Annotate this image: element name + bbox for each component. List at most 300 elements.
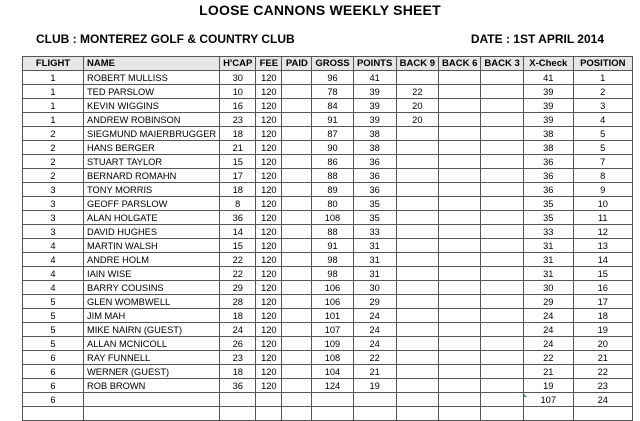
cell-fee: 120 [256, 351, 282, 365]
cell-name [84, 393, 220, 407]
cell-hcap: 23 [220, 351, 256, 365]
cell-position: 3 [573, 99, 632, 113]
cell-back3 [481, 99, 523, 113]
cell-back9 [396, 281, 438, 295]
cell-fee: 120 [256, 281, 282, 295]
cell-back9 [396, 169, 438, 183]
cell-paid [282, 113, 312, 127]
cell-flight: 3 [23, 211, 84, 225]
table-row [23, 71, 633, 85]
cell-position: 10 [573, 197, 632, 211]
cell-hcap: 30 [220, 71, 256, 85]
cell-hcap: 18 [220, 127, 256, 141]
cell-back9 [396, 253, 438, 267]
cell-fee: 120 [256, 225, 282, 239]
cell-fee: 120 [256, 309, 282, 323]
cell-paid [282, 239, 312, 253]
cell-paid [282, 379, 312, 393]
cell-fee: 120 [256, 365, 282, 379]
cell-name: ALAN HOLGATE [84, 211, 220, 225]
cell-xcheck: 31 [523, 253, 573, 267]
cell-hcap: 14 [220, 225, 256, 239]
cell-xcheck: 36 [523, 183, 573, 197]
cell-gross: 104 [312, 365, 353, 379]
cell-xcheck: 21 [523, 365, 573, 379]
cell-flight: 4 [23, 281, 84, 295]
cell-name: TED PARSLOW [84, 85, 220, 99]
cell-paid [282, 365, 312, 379]
cell-back9 [396, 71, 438, 85]
cell-back6 [439, 85, 481, 99]
cell-fee: 120 [256, 155, 282, 169]
cell-back3 [481, 351, 523, 365]
cell-paid [282, 85, 312, 99]
cell-back3 [481, 225, 523, 239]
cell-back9 [396, 127, 438, 141]
table-row [23, 253, 633, 267]
cell-back6 [439, 141, 481, 155]
cell-position: 8 [573, 169, 632, 183]
cell-back9: 22 [396, 85, 438, 99]
cell-position: 14 [573, 253, 632, 267]
cell-flight: 5 [23, 309, 84, 323]
cell-xcheck: 36 [523, 155, 573, 169]
cell-hcap: 22 [220, 267, 256, 281]
cell-paid [282, 323, 312, 337]
cell-back3 [481, 127, 523, 141]
cell-back9 [396, 393, 438, 407]
cell-flight: 3 [23, 197, 84, 211]
cell-points: 35 [353, 197, 396, 211]
cell-hcap: 8 [220, 197, 256, 211]
cell-back9 [396, 211, 438, 225]
cell-back3 [481, 379, 523, 393]
cell-name: GLEN WOMBWELL [84, 295, 220, 309]
cell-gross: 87 [312, 127, 353, 141]
cell-back3 [481, 183, 523, 197]
cell-name: SIEGMUND MAIERBRUGGER [84, 127, 220, 141]
cell-back6 [439, 323, 481, 337]
cell-back9 [396, 239, 438, 253]
cell-back6 [439, 183, 481, 197]
col-header-back6: BACK 6 [439, 57, 481, 71]
cell-flight: 6 [23, 393, 84, 407]
cell-hcap: 26 [220, 337, 256, 351]
cell-xcheck: 22 [523, 351, 573, 365]
cell-back6 [439, 379, 481, 393]
cell-back6 [439, 253, 481, 267]
cell-xcheck: 36 [523, 169, 573, 183]
cell-back3 [481, 71, 523, 85]
cell-name: GEOFF PARSLOW [84, 197, 220, 211]
cell-flight: 1 [23, 85, 84, 99]
cell-back6 [439, 211, 481, 225]
cell-hcap: 18 [220, 183, 256, 197]
cell-flight: 3 [23, 225, 84, 239]
cell-back6 [439, 239, 481, 253]
cell-position: 7 [573, 155, 632, 169]
cell-gross: 107 [312, 323, 353, 337]
cell-gross: 109 [312, 337, 353, 351]
cell-gross [312, 407, 353, 421]
cell-name: TONY MORRIS [84, 183, 220, 197]
cell-points: 33 [353, 225, 396, 239]
cell-name: KEVIN WIGGINS [84, 99, 220, 113]
cell-back9: 20 [396, 99, 438, 113]
col-header-paid: PAID [282, 57, 312, 71]
cell-gross: 91 [312, 113, 353, 127]
cell-xcheck: 19 [523, 379, 573, 393]
cell-hcap: 15 [220, 239, 256, 253]
table-row [23, 197, 633, 211]
cell-gross: 78 [312, 85, 353, 99]
cell-back3 [481, 239, 523, 253]
cell-points: 21 [353, 365, 396, 379]
cell-fee: 120 [256, 197, 282, 211]
cell-flight: 1 [23, 113, 84, 127]
cell-fee: 120 [256, 239, 282, 253]
cell-name: ANDREW ROBINSON [84, 113, 220, 127]
cell-position: 11 [573, 211, 632, 225]
cell-position: 5 [573, 141, 632, 155]
cell-paid [282, 155, 312, 169]
cell-gross: 80 [312, 197, 353, 211]
cell-xcheck [523, 407, 573, 421]
table-row [23, 295, 633, 309]
cell-back9 [396, 337, 438, 351]
cell-back3 [481, 211, 523, 225]
cell-name [84, 407, 220, 421]
cell-xcheck: 38 [523, 127, 573, 141]
cell-xcheck: 33 [523, 225, 573, 239]
cell-fee: 120 [256, 253, 282, 267]
cell-fee: 120 [256, 337, 282, 351]
table-row [23, 407, 633, 421]
cell-back9: 20 [396, 113, 438, 127]
cell-gross: 84 [312, 99, 353, 113]
cell-gross: 106 [312, 295, 353, 309]
table-row [23, 113, 633, 127]
cell-name: MARTIN WALSH [84, 239, 220, 253]
cell-back6 [439, 337, 481, 351]
cell-paid [282, 183, 312, 197]
cell-back6 [439, 113, 481, 127]
cell-fee: 120 [256, 379, 282, 393]
cell-paid [282, 393, 312, 407]
table-row [23, 183, 633, 197]
cell-flight: 2 [23, 127, 84, 141]
cell-gross: 86 [312, 155, 353, 169]
col-header-points: POINTS [353, 57, 396, 71]
cell-back3 [481, 155, 523, 169]
cell-paid [282, 71, 312, 85]
cell-paid [282, 197, 312, 211]
cell-flight [23, 407, 84, 421]
cell-xcheck: 35 [523, 211, 573, 225]
cell-paid [282, 169, 312, 183]
cell-xcheck: 31 [523, 267, 573, 281]
header-row [23, 57, 633, 71]
cell-position: 16 [573, 281, 632, 295]
cell-position: 9 [573, 183, 632, 197]
cell-position: 15 [573, 267, 632, 281]
cell-back6 [439, 155, 481, 169]
cell-hcap [220, 393, 256, 407]
table-row [23, 379, 633, 393]
cell-points: 38 [353, 141, 396, 155]
cell-fee: 120 [256, 183, 282, 197]
cell-name: BERNARD ROMAHN [84, 169, 220, 183]
cell-points [353, 393, 396, 407]
cell-back9 [396, 407, 438, 421]
cell-fee: 120 [256, 113, 282, 127]
table-row [23, 155, 633, 169]
cell-fee: 120 [256, 141, 282, 155]
col-header-xcheck: X-Check [523, 57, 573, 71]
cell-back3 [481, 197, 523, 211]
cell-fee [256, 407, 282, 421]
cell-flight: 1 [23, 99, 84, 113]
cell-position: 20 [573, 337, 632, 351]
col-header-back3: BACK 3 [481, 57, 523, 71]
cell-back3 [481, 253, 523, 267]
cell-gross: 91 [312, 239, 353, 253]
cell-fee: 120 [256, 211, 282, 225]
cell-points: 39 [353, 113, 396, 127]
cell-name: IAIN WISE [84, 267, 220, 281]
cell-xcheck: 31 [523, 239, 573, 253]
cell-name: WERNER (GUEST) [84, 365, 220, 379]
cell-position: 1 [573, 71, 632, 85]
table-row [23, 337, 633, 351]
table-row [23, 225, 633, 239]
cell-back9 [396, 365, 438, 379]
cell-name: DAVID HUGHES [84, 225, 220, 239]
cell-gross: 106 [312, 281, 353, 295]
cell-position: 24 [573, 393, 632, 407]
cell-hcap: 15 [220, 155, 256, 169]
cell-flight: 5 [23, 295, 84, 309]
cell-xcheck: 29 [523, 295, 573, 309]
cell-points: 39 [353, 99, 396, 113]
col-header-back9: BACK 9 [396, 57, 438, 71]
cell-position: 12 [573, 225, 632, 239]
cell-name: HANS BERGER [84, 141, 220, 155]
cell-name: BARRY COUSINS [84, 281, 220, 295]
cell-xcheck: 107 [523, 393, 573, 407]
cell-back9 [396, 197, 438, 211]
cell-flight: 3 [23, 183, 84, 197]
table-row [23, 99, 633, 113]
cell-back6 [439, 99, 481, 113]
cell-hcap: 22 [220, 253, 256, 267]
cell-gross: 108 [312, 211, 353, 225]
cell-hcap: 16 [220, 99, 256, 113]
cell-xcheck: 24 [523, 323, 573, 337]
cell-points: 24 [353, 337, 396, 351]
cell-hcap: 29 [220, 281, 256, 295]
cell-xcheck: 30 [523, 281, 573, 295]
cell-position: 23 [573, 379, 632, 393]
cell-points: 36 [353, 183, 396, 197]
cell-position: 2 [573, 85, 632, 99]
cell-position: 13 [573, 239, 632, 253]
cell-points: 35 [353, 211, 396, 225]
cell-paid [282, 295, 312, 309]
cell-back3 [481, 85, 523, 99]
cell-paid [282, 407, 312, 421]
cell-hcap [220, 407, 256, 421]
cell-back3 [481, 141, 523, 155]
cell-flight: 6 [23, 379, 84, 393]
cell-points: 19 [353, 379, 396, 393]
cell-flight: 5 [23, 323, 84, 337]
cell-gross: 108 [312, 351, 353, 365]
cell-back3 [481, 169, 523, 183]
table-row [23, 309, 633, 323]
cell-gross: 124 [312, 379, 353, 393]
cell-flight: 4 [23, 239, 84, 253]
cell-xcheck: 39 [523, 99, 573, 113]
cell-back3 [481, 267, 523, 281]
cell-gross: 98 [312, 253, 353, 267]
cell-flight: 1 [23, 71, 84, 85]
cell-name: MIKE NAIRN (GUEST) [84, 323, 220, 337]
cell-back6 [439, 295, 481, 309]
cell-back6 [439, 267, 481, 281]
cell-points: 24 [353, 309, 396, 323]
cell-points: 30 [353, 281, 396, 295]
cell-position: 17 [573, 295, 632, 309]
cell-gross: 98 [312, 267, 353, 281]
table-row [23, 239, 633, 253]
cell-points [353, 407, 396, 421]
cell-back6 [439, 71, 481, 85]
table-body [23, 71, 633, 421]
cell-gross: 101 [312, 309, 353, 323]
cell-fee: 120 [256, 99, 282, 113]
cell-back6 [439, 351, 481, 365]
cell-paid [282, 99, 312, 113]
cell-name: ROBERT MULLISS [84, 71, 220, 85]
club-label: CLUB : MONTEREZ GOLF & COUNTRY CLUB [36, 32, 295, 46]
cell-back3 [481, 365, 523, 379]
cell-marker-icon [524, 394, 527, 397]
cell-hcap: 18 [220, 309, 256, 323]
cell-position: 19 [573, 323, 632, 337]
table-row [23, 323, 633, 337]
cell-back6 [439, 225, 481, 239]
cell-position: 21 [573, 351, 632, 365]
cell-name: ANDRE HOLM [84, 253, 220, 267]
cell-fee: 120 [256, 323, 282, 337]
cell-back9 [396, 351, 438, 365]
cell-back9 [396, 323, 438, 337]
cell-back6 [439, 281, 481, 295]
cell-xcheck: 39 [523, 85, 573, 99]
cell-points: 39 [353, 85, 396, 99]
col-header-position: POSITION [573, 57, 632, 71]
cell-fee [256, 393, 282, 407]
cell-hcap: 23 [220, 113, 256, 127]
cell-points: 36 [353, 155, 396, 169]
cell-hcap: 17 [220, 169, 256, 183]
col-header-hcap: H'CAP [220, 57, 256, 71]
cell-gross: 90 [312, 141, 353, 155]
cell-name: JIM MAH [84, 309, 220, 323]
cell-flight: 4 [23, 267, 84, 281]
cell-xcheck: 24 [523, 309, 573, 323]
cell-back9 [396, 183, 438, 197]
col-header-flight: FLIGHT [23, 57, 84, 71]
cell-points: 31 [353, 267, 396, 281]
cell-paid [282, 309, 312, 323]
cell-position: 22 [573, 365, 632, 379]
cell-hcap: 36 [220, 379, 256, 393]
cell-back3 [481, 295, 523, 309]
cell-paid [282, 281, 312, 295]
cell-paid [282, 141, 312, 155]
cell-gross: 96 [312, 71, 353, 85]
cell-position: 18 [573, 309, 632, 323]
cell-back9 [396, 155, 438, 169]
cell-paid [282, 253, 312, 267]
results-table [22, 56, 633, 421]
cell-fee: 120 [256, 169, 282, 183]
cell-flight: 2 [23, 141, 84, 155]
table-row [23, 365, 633, 379]
cell-fee: 120 [256, 127, 282, 141]
table-row [23, 211, 633, 225]
cell-points: 24 [353, 323, 396, 337]
table-row [23, 127, 633, 141]
cell-back3 [481, 309, 523, 323]
cell-back9 [396, 379, 438, 393]
date-label: DATE : 1ST APRIL 2014 [470, 32, 604, 46]
cell-points: 22 [353, 351, 396, 365]
cell-back9 [396, 267, 438, 281]
cell-gross [312, 393, 353, 407]
cell-flight: 2 [23, 155, 84, 169]
cell-xcheck: 35 [523, 197, 573, 211]
cell-fee: 120 [256, 71, 282, 85]
cell-back9 [396, 295, 438, 309]
table-row [23, 281, 633, 295]
sheet-title: LOOSE CANNONS WEEKLY SHEET [199, 2, 441, 18]
cell-back6 [439, 365, 481, 379]
cell-name: RAY FUNNELL [84, 351, 220, 365]
cell-gross: 88 [312, 169, 353, 183]
table-row [23, 267, 633, 281]
cell-back6 [439, 309, 481, 323]
cell-name: ALLAN MCNICOLL [84, 337, 220, 351]
cell-fee: 120 [256, 85, 282, 99]
cell-points: 38 [353, 127, 396, 141]
cell-hcap: 18 [220, 365, 256, 379]
cell-back6 [439, 169, 481, 183]
cell-paid [282, 351, 312, 365]
cell-position: 4 [573, 113, 632, 127]
cell-gross: 89 [312, 183, 353, 197]
cell-back6 [439, 393, 481, 407]
cell-hcap: 21 [220, 141, 256, 155]
cell-position [573, 407, 632, 421]
col-header-fee: FEE [256, 57, 282, 71]
cell-points: 31 [353, 239, 396, 253]
cell-back6 [439, 407, 481, 421]
cell-position: 5 [573, 127, 632, 141]
cell-paid [282, 127, 312, 141]
